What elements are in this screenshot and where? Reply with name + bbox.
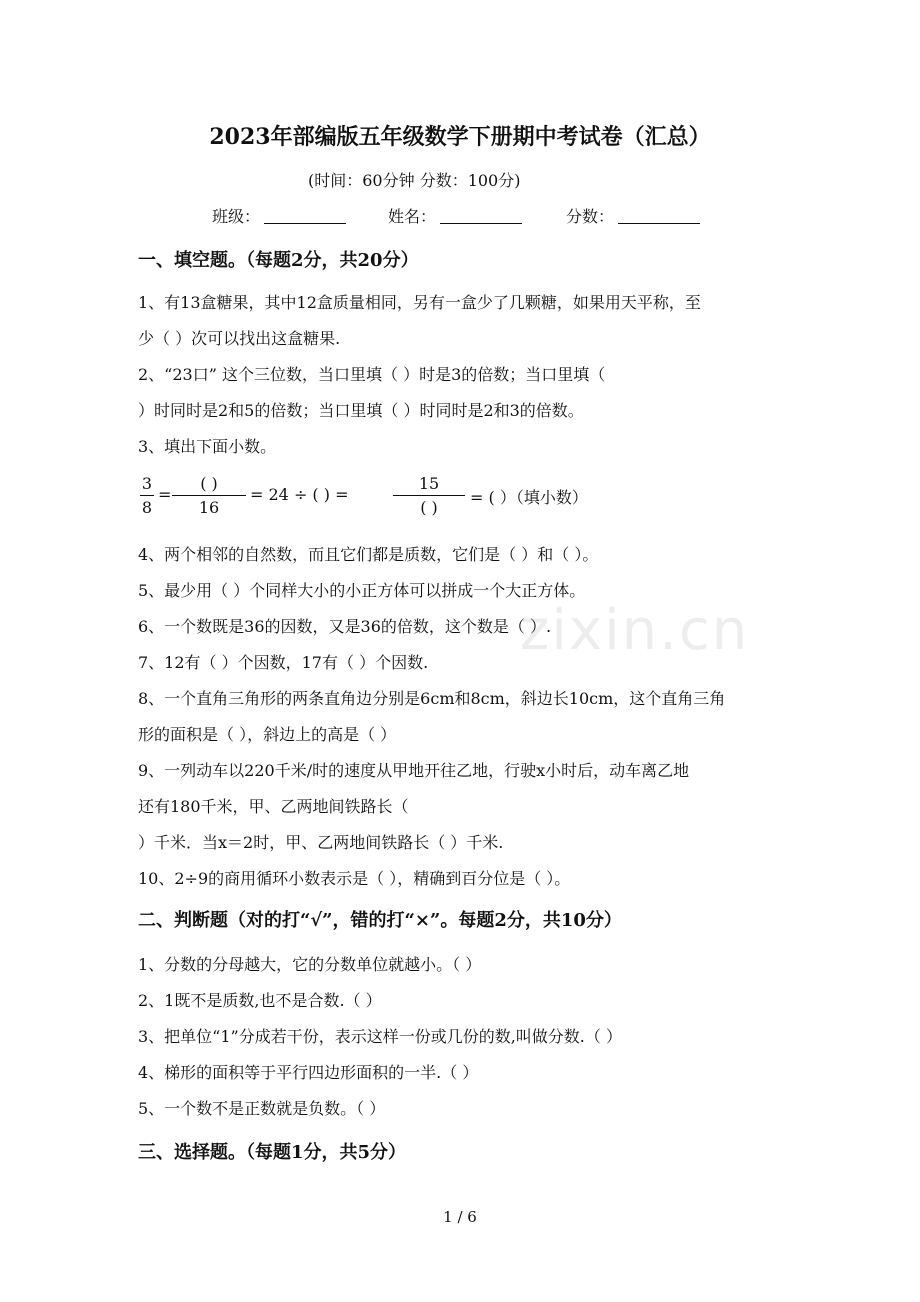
judgement-item: 5、一个数不是正数就是负数。（ ） — [138, 1099, 386, 1118]
judgement-item: 2、1既不是质数,也不是合数.（ ） — [138, 991, 382, 1010]
section1-heading: 一、填空题。（每题2分，共20分） — [138, 250, 419, 271]
section2-heading: 二、判断题（对的打“√”，错的打“×”。每题2分，共10分） — [138, 910, 622, 931]
question-line: ）时同时是2和5的倍数；当口里填（ ）时同时是2和3的倍数。 — [138, 401, 584, 420]
name-label: 姓名： — [388, 207, 437, 226]
question-line: 还有180千米，甲、乙两地间铁路长（ — [138, 797, 409, 816]
question-line: 8、一个直角三角形的两条直角边分别是6cm和8cm，斜边长10cm，这个直角三角 — [138, 689, 726, 708]
fraction-numerator: 3 — [141, 474, 153, 493]
fraction-15-blank[interactable] — [393, 474, 465, 517]
score-field[interactable] — [566, 204, 700, 227]
fraction-3-8 — [140, 474, 154, 517]
question-line: 2、“23口” 这个三位数，当口里填（ ）时是3的倍数；当口里填（ — [138, 365, 606, 384]
class-field[interactable] — [212, 204, 346, 227]
score-blank[interactable] — [618, 207, 700, 224]
watermark: zixin.cn — [520, 598, 750, 663]
page-title: 2023年部编版五年级数学下册期中考试卷（汇总） — [209, 124, 711, 150]
question-line: 形的面积是（ ），斜边上的高是（ ） — [138, 725, 397, 744]
fraction-denominator[interactable]: ( ) — [420, 498, 438, 517]
page-number: 1 / 6 — [443, 1208, 477, 1226]
question-line: 少（ ）次可以找出这盒糖果. — [138, 329, 341, 348]
class-label: 班级： — [212, 207, 261, 226]
question-line: ）千米．当x＝2时，甲、乙两地间铁路长（ ）千米. — [138, 833, 504, 852]
fraction-numerator[interactable]: ( ) — [200, 474, 218, 493]
question-line: 10、2÷9的商用循环小数表示是（ ），精确到百分位是（ ）。 — [138, 869, 571, 888]
question-line: 6、一个数既是36的因数，又是36的倍数，这个数是（ ）. — [138, 617, 552, 636]
fraction-denominator: 16 — [198, 498, 220, 517]
division-expression: = 24 ÷ ( ) = — [250, 485, 349, 504]
fraction-denominator: 8 — [141, 498, 153, 517]
judgement-item: 1、分数的分母越大，它的分数单位就越小。（ ） — [138, 955, 482, 974]
judgement-item: 4、梯形的面积等于平行四边形面积的一半.（ ） — [138, 1063, 479, 1082]
equals-sign: = — [158, 485, 172, 504]
question-line: 7、12有（ ）个因数，17有（ ）个因数. — [138, 653, 429, 672]
name-blank[interactable] — [440, 207, 522, 224]
name-field[interactable] — [388, 204, 522, 227]
section3-heading: 三、选择题。（每题1分，共5分） — [138, 1142, 407, 1163]
fraction-numerator: 15 — [418, 474, 440, 493]
time-score-info: (时间：60分钟 分数：100分) — [308, 171, 521, 190]
score-label: 分数： — [566, 207, 615, 226]
judgement-item: 3、把单位“1”分成若干份，表示这样一份或几份的数,叫做分数.（ ） — [138, 1027, 622, 1046]
question-line: 1、有13盒糖果，其中12盒质量相同，另有一盒少了几颗糖，如果用天平称，至 — [138, 293, 701, 312]
question-line: 4、两个相邻的自然数，而且它们都是质数，它们是（ ）和（ ）。 — [138, 545, 599, 564]
decimal-blank: = ( ）（填小数） — [470, 488, 588, 507]
question-line: 9、一列动车以220千米/时的速度从甲地开往乙地，行驶x小时后，动车离乙地 — [138, 761, 690, 780]
fraction-blank-16[interactable] — [172, 474, 246, 517]
class-blank[interactable] — [264, 207, 346, 224]
question-line: 3、填出下面小数。 — [138, 437, 277, 456]
question-line: 5、最少用（ ）个同样大小的小正方体可以拼成一个大正方体。 — [138, 581, 586, 600]
